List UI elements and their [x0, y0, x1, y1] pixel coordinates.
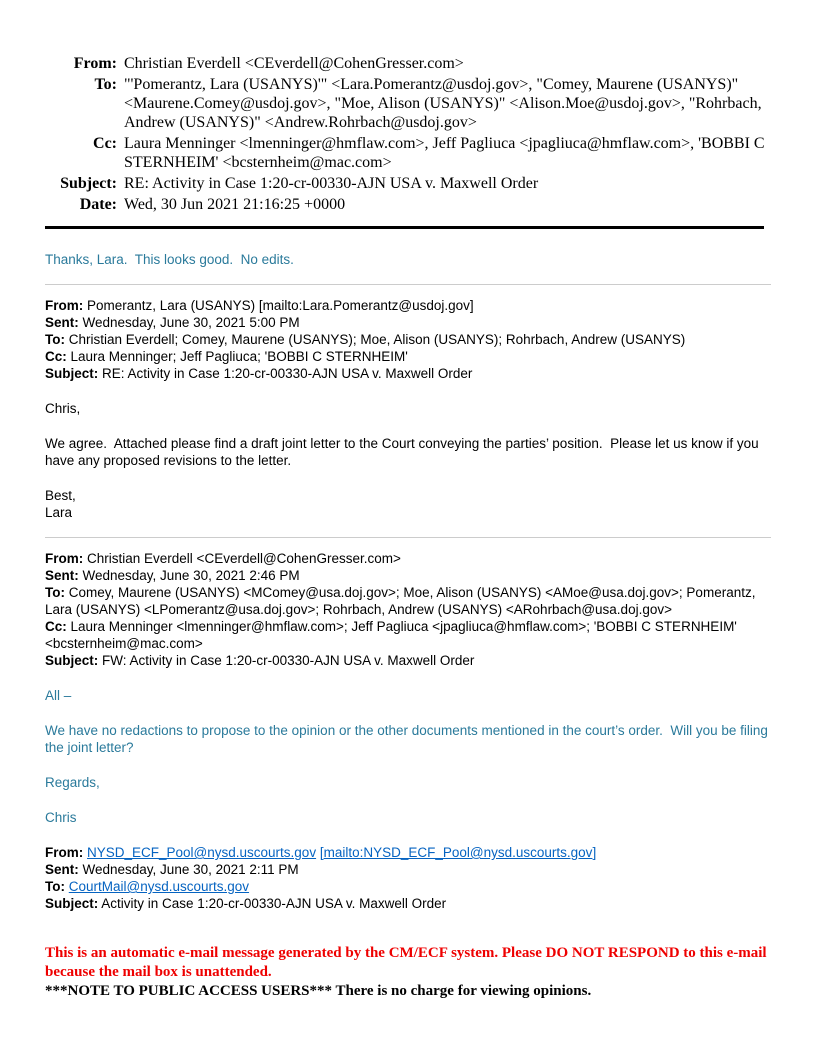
sent-line — [45, 861, 771, 878]
subject-value: RE: Activity in Case 1:20-cr-00330-AJN USA v. Maxwell Order — [102, 366, 473, 381]
date-label: Date: — [79, 196, 117, 213]
body-paragraph: Chris, — [45, 401, 81, 416]
subject-label: Subject: — [60, 175, 117, 192]
cc-label: Cc: — [45, 349, 67, 364]
date-value: Wed, 30 Jun 2021 21:16:25 +0000 — [124, 196, 346, 213]
body-paragraph: Best, — [45, 488, 76, 503]
subject-label: Subject: — [45, 653, 99, 668]
subject-line — [45, 652, 771, 669]
subject-line — [45, 895, 771, 912]
subject-label: Subject: — [45, 366, 99, 381]
body-paragraph: Lara — [45, 505, 73, 520]
to-line — [45, 331, 771, 348]
to-value: Christian Everdell; Comey, Maurene (USANYS); Moe, Alison (USANYS); Rohrbach, Andrew (USANYS) — [68, 332, 686, 347]
to-email-link[interactable]: CourtMail@nysd.uscourts.gov — [68, 879, 250, 894]
reply-note: Thanks, Lara. This looks good. No edits. — [45, 252, 294, 267]
sent-label: Sent: — [45, 315, 79, 330]
body-paragraph: We agree. Attached please find a draft joint letter to the Court conveying the parties’ position. Please let us know if you have any proposed revisions to the letter. — [45, 436, 763, 468]
from-label: From: — [45, 845, 84, 860]
sent-value: Wednesday, June 30, 2021 2:11 PM — [82, 862, 299, 877]
body-paragraph: All – — [45, 688, 72, 703]
header-row-cc — [45, 134, 771, 172]
quoted-header-1 — [45, 297, 771, 382]
cc-label: Cc: — [45, 619, 67, 634]
from-line — [45, 550, 771, 567]
body-paragraph: We have no redactions to propose to the opinion or the other documents mentioned in the court’s order. Will you be filing the joint letter? — [45, 723, 772, 755]
to-label: To: — [45, 879, 65, 894]
from-value: Pomerantz, Lara (USANYS) [mailto:Lara.Pomerantz@usdoj.gov] — [87, 298, 474, 313]
cc-value: Laura Menninger; Jeff Pagliuca; 'BOBBI C STERNHEIM' — [70, 349, 408, 364]
to-label: To: — [45, 332, 65, 347]
cc-line — [45, 618, 771, 652]
from-label: From: — [45, 551, 84, 566]
bracket-open: [ — [319, 845, 324, 860]
header-row-date — [45, 195, 771, 214]
to-value: Comey, Maurene (USANYS) <MComey@usa.doj.gov>; Moe, Alison (USANYS) <AMoe@usa.doj.gov>; Pomerantz, Lara (USANYS) <LPomerantz@usa.doj.gov>; Rohrbach, Andrew (USANYS) <ARohrbach@usa.doj.gov> — [45, 585, 760, 617]
from-value: Christian Everdell <CEverdell@CohenGresser.com> — [87, 551, 401, 566]
from-line — [45, 844, 771, 861]
sent-label: Sent: — [45, 862, 79, 877]
body-paragraph: Regards, — [45, 775, 100, 790]
subject-value: Activity in Case 1:20-cr-00330-AJN USA v. Maxwell Order — [101, 896, 447, 911]
to-line — [45, 584, 771, 618]
to-label: To: — [94, 76, 117, 93]
header-divider-rule — [45, 226, 764, 229]
quoted-body-1 — [45, 400, 771, 521]
from-value: Christian Everdell <CEverdell@CohenGresser.com> — [124, 55, 464, 72]
sent-line — [45, 567, 771, 584]
body-paragraph: Chris — [45, 810, 77, 825]
to-value: "'Pomerantz, Lara (USANYS)'" <Lara.Pomerantz@usdoj.gov>, "Comey, Maurene (USANYS)" <Maurene.Comey@usdoj.gov>, "Moe, Alison (USANYS)" <Alison.Moe@usdoj.gov>, "Rohrbach, Andrew (USANYS)" <Andrew.Rohrbach@usdoj.gov> — [124, 76, 765, 131]
section-divider-2 — [45, 537, 771, 538]
cc-value: Laura Menninger <lmenninger@hmflaw.com>, Jeff Pagliuca <jpagliuca@hmflaw.com>, 'BOBBI C STERNHEIM' <bcsternheim@mac.com> — [124, 135, 769, 171]
header-row-from — [45, 54, 771, 73]
to-label: To: — [45, 585, 65, 600]
cc-value: Laura Menninger <lmenninger@hmflaw.com>; Jeff Pagliuca <jpagliuca@hmflaw.com>; 'BOBBI C STERNHEIM' <bcsternheim@mac.com> — [45, 619, 741, 651]
sent-value: Wednesday, June 30, 2021 2:46 PM — [82, 568, 300, 583]
to-line — [45, 878, 771, 895]
public-access-note: ***NOTE TO PUBLIC ACCESS USERS*** There is no charge for viewing opinions. — [45, 983, 592, 999]
cmecf-warning: This is an automatic e-mail message generated by the CM/ECF system. Please DO NOT RESPOND to this e-mail because the mail box is unattended. — [45, 945, 771, 980]
subject-value: FW: Activity in Case 1:20-cr-00330-AJN USA v. Maxwell Order — [102, 653, 475, 668]
from-line — [45, 297, 771, 314]
from-email-link[interactable]: NYSD_ECF_Pool@nysd.uscourts.gov — [87, 845, 317, 860]
message-header — [45, 54, 771, 214]
sent-label: Sent: — [45, 568, 79, 583]
from-mailto-link[interactable]: mailto:NYSD_ECF_Pool@nysd.uscourts.gov — [323, 845, 593, 860]
from-label: From: — [73, 55, 117, 72]
subject-value: RE: Activity in Case 1:20-cr-00330-AJN USA v. Maxwell Order — [124, 175, 539, 192]
section-divider-1 — [45, 284, 771, 285]
sent-value: Wednesday, June 30, 2021 5:00 PM — [82, 315, 300, 330]
quoted-body-2 — [45, 687, 771, 826]
header-row-to — [45, 75, 771, 132]
subject-line — [45, 365, 771, 382]
quoted-header-2 — [45, 550, 771, 669]
cmecf-notice — [45, 944, 771, 1001]
from-label: From: — [45, 298, 84, 313]
cc-line — [45, 348, 771, 365]
cc-label: Cc: — [93, 135, 117, 152]
sent-line — [45, 314, 771, 331]
bracket-close: ] — [592, 845, 597, 860]
quoted-header-3 — [45, 844, 771, 912]
header-row-subject — [45, 174, 771, 193]
subject-label: Subject: — [45, 896, 99, 911]
